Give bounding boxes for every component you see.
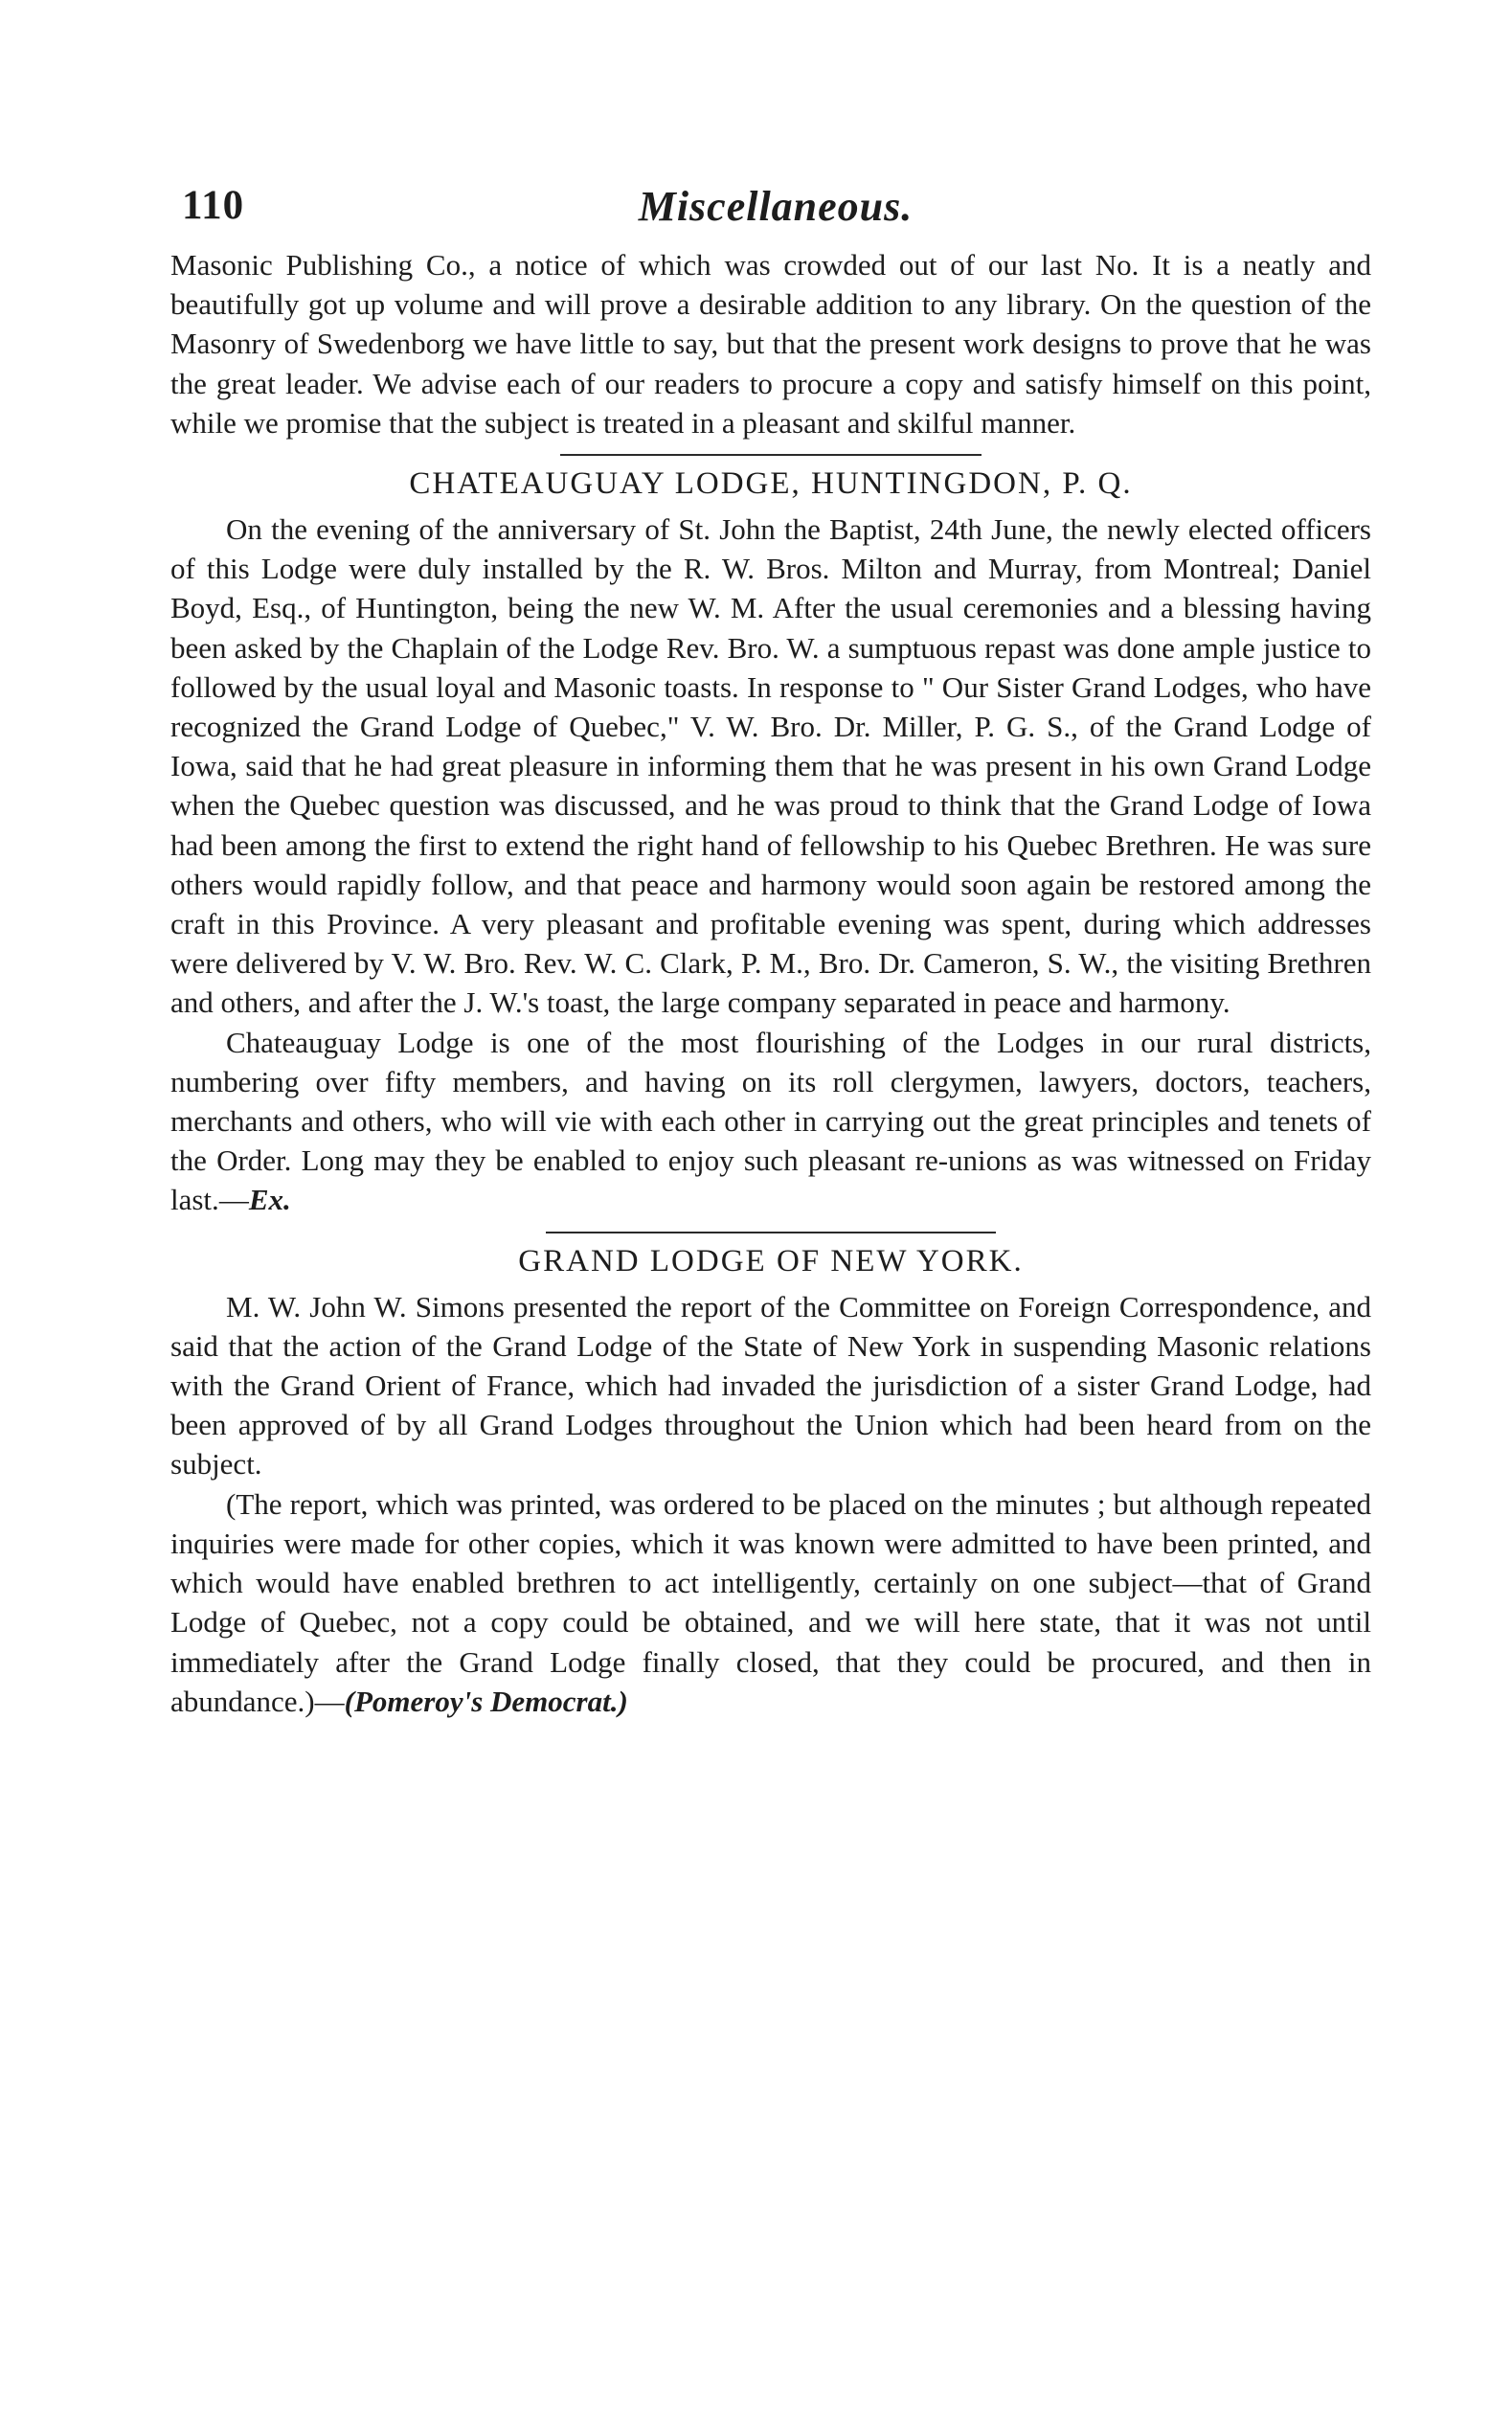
grand-lodge-ny-paragraph-2 (170, 1484, 1371, 1721)
chateauguay-paragraph-1: On the evening of the anniversary of St. John the Baptist, 24th June, the newly elected officers of this Lodge were duly installed by the R. W. Bros. Milton and Murray, from Montreal; Daniel Boyd, Esq., of Huntington, being the new W. M. After the usual ceremonies and a blessing having been asked by the Chaplain of the Lodge Rev. Bro. W. a sumptuous repast was done ample justice to followed by the usual loyal and Masonic toasts. In response to " Our Sister Grand Lodges, who have recognized the Grand Lodge of Quebec," V. W. Bro. Dr. Miller, P. G. S., of the Grand Lodge of Iowa, said that he had great pleasure in informing them that he was present in his own Grand Lodge when the Quebec question was discussed, and he was proud to think that the Grand Lodge of Iowa had been among the first to extend the right hand of fellowship to his Quebec Brethren. He was sure others would rapidly follow, and that peace and harmony would soon again be restored among the craft in this Province. A very pleasant and profitable evening was spent, during which addresses were delivered by V. W. Bro. Rev. W. C. Clark, P. M., Bro. Dr. Cameron, S. W., the visiting Brethren and others, and after the J. W.'s toast, the large company separated in peace and harmony. (170, 512, 1371, 1020)
running-title: Miscellaneous. (638, 183, 914, 230)
grand-lodge-ny-credit: (Pomeroy's Democrat.) (344, 1684, 628, 1718)
page-body (170, 245, 1371, 1721)
section-divider (560, 454, 982, 456)
chateauguay-paragraph-2 (170, 1023, 1371, 1220)
intro-paragraph: Masonic Publishing Co., a notice of which was crowded out of our last No. It is a neatly and beautifully got up volume and will prove a desirable addition to any library. On the question of the Masonry of Swedenborg we have little to say, but that the present work designs to prove that he was the great leader. We advise each of our readers to procure a copy and satisfy himself on this point, while we promise that the subject is treated in a pleasant and skilful manner. (170, 248, 1371, 440)
section-divider (546, 1232, 996, 1233)
chateauguay-paragraph-2-text: Chateauguay Lodge is one of the most flourishing of the Lodges in our rural districts, numbering over fifty members, and having on its roll clergymen, lawyers, doctors, teachers, merchants and others, who will vie with each other in carrying out the great principles and tenets of the Order. Long may they be enabled to enjoy such pleasant re-unions as was witnessed on Friday last. (170, 1025, 1371, 1217)
grand-lodge-ny-paragraph-2-text: (The report, which was printed, was ordered to be placed on the minutes ; but although repeated inquiries were made for other copies, which it was known were admitted to have been printed, and which would have enabled brethren to act intelligently, certainly on one subject—that of Grand Lodge of Quebec, not a copy could be obtained, and we will here state, that it was not until immediately after the Grand Lodge finally closed, that they could be procured, and then in abundance.)— (170, 1486, 1371, 1718)
chateauguay-heading: CHATEAUGUAY LODGE, HUNTINGDON, P. Q. (409, 466, 1133, 502)
page-number: 110 (182, 183, 245, 228)
chateauguay-credit: Ex. (248, 1183, 291, 1217)
credit-dash: — (218, 1183, 249, 1217)
grand-lodge-ny-heading: GRAND LODGE OF NEW YORK. (518, 1243, 1024, 1278)
page-header (182, 182, 1369, 239)
grand-lodge-ny-paragraph-1: M. W. John W. Simons presented the report of the Committee on Foreign Correspondence, and said that the action of the Grand Lodge of the State of New York in suspending Masonic relations with the Grand Orient of France, which had invaded the jurisdiction of a sister Grand Lodge, had been approved of by all Grand Lodges throughout the Union which had been heard from on the subject. (170, 1289, 1371, 1482)
